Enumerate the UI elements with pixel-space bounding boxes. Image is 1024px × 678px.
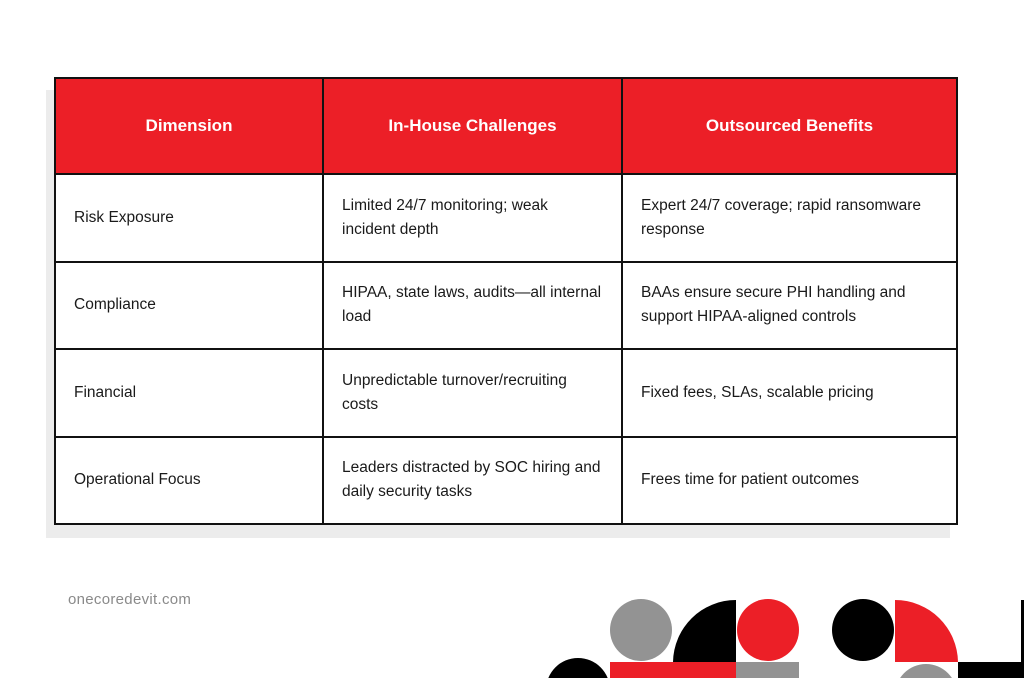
row-outsourced-cell: Frees time for patient outcomes (622, 437, 957, 525)
gray-block-shape (736, 662, 799, 678)
footer-website-url: onecoredevit.com (68, 591, 192, 608)
row-outsourced-cell: Expert 24/7 coverage; rapid ransomware response (622, 174, 957, 262)
black-circle-shape-right (832, 599, 894, 661)
row-in-house-cell: HIPAA, state laws, audits—all internal load (323, 262, 622, 350)
red-block-shape (673, 662, 736, 678)
header-dimension: Dimension (55, 78, 323, 174)
black-circle-shape (546, 658, 610, 678)
red-quarter-circle-shape (895, 600, 958, 662)
row-dimension-cell: Compliance (55, 262, 323, 350)
row-in-house-cell: Unpredictable turnover/recruiting costs (323, 349, 622, 437)
black-block-shape (958, 662, 1024, 678)
gray-circle-shape-bottom (895, 664, 957, 678)
header-in-house-challenges: In-House Challenges (323, 78, 622, 174)
row-outsourced-cell: Fixed fees, SLAs, scalable pricing (622, 349, 957, 437)
header-outsourced-benefits: Outsourced Benefits (622, 78, 957, 174)
row-in-house-cell: Leaders distracted by SOC hiring and daily security tasks (323, 437, 622, 525)
row-in-house-cell: Limited 24/7 monitoring; weak incident depth (323, 174, 622, 262)
row-dimension-cell: Risk Exposure (55, 174, 323, 262)
black-quarter-circle-shape (673, 600, 736, 662)
red-circle-shape (737, 599, 799, 661)
gray-circle-shape (610, 599, 672, 661)
row-dimension-cell: Financial (55, 349, 323, 437)
row-outsourced-cell: BAAs ensure secure PHI handling and support HIPAA-aligned controls (622, 262, 957, 350)
red-square-shape (610, 662, 673, 678)
row-dimension-cell: Operational Focus (55, 437, 323, 525)
